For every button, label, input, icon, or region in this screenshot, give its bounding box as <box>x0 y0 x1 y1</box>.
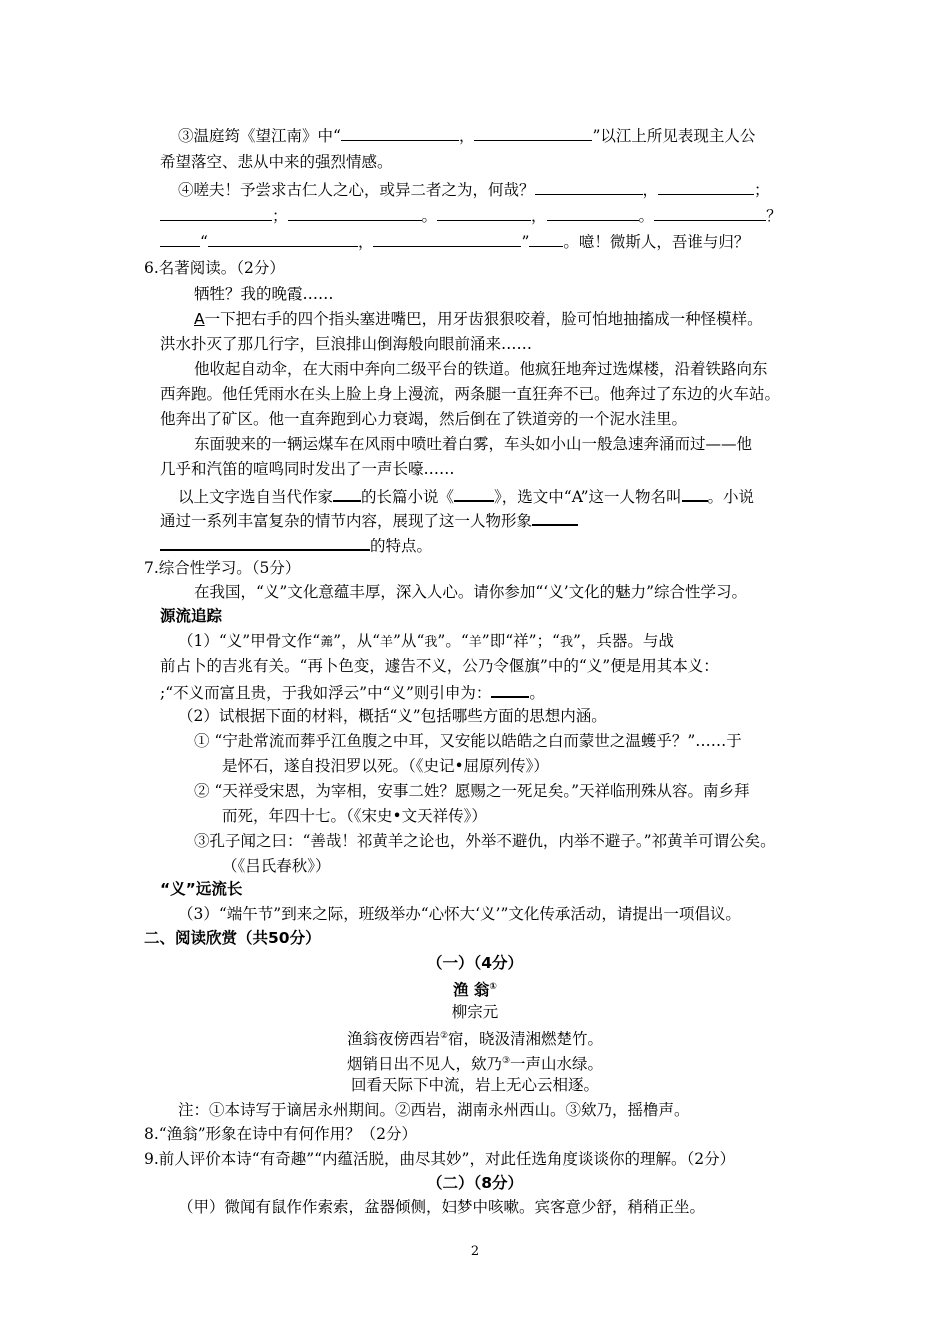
text: ； <box>272 207 288 225</box>
text: ④嗟夫！予尝求古仁人之心，或异二者之为，何哉？ <box>178 181 535 199</box>
text: 》，选文中“A”这一人物名叫 <box>494 488 682 506</box>
oracle-bone-yang-icon: 羊 <box>380 635 394 650</box>
q7-material3-line1: ③孔子闻之曰：“善哉！祁黄羊之论也，外举不避仇，内举不避子。”祁黄羊可谓公矣。 <box>194 832 776 850</box>
answer-blank[interactable] <box>454 484 494 502</box>
footnote-marker: ③ <box>501 1056 511 1066</box>
text: ， <box>357 233 374 251</box>
poem-title <box>0 976 950 1001</box>
text: ， <box>642 181 659 199</box>
q6-passage-p3-line1: 他收起自动伞，在大雨中奔向二级平台的铁道。他疯狂地奔过选煤楼，沿着铁路向东 <box>194 360 768 378</box>
text: 一声山水绿。 <box>510 1055 604 1074</box>
text: 烟销日出不见人，欸乃 <box>346 1055 502 1074</box>
text: “ <box>200 233 208 251</box>
text: ” <box>521 233 530 251</box>
text: ”。“ <box>437 632 469 650</box>
text: 渔翁夜傍西岩 <box>346 1030 440 1049</box>
q5-item4-line2 <box>160 204 782 227</box>
text: 。小说 <box>707 488 755 506</box>
answer-blank[interactable] <box>373 230 521 247</box>
answer-blank[interactable] <box>682 484 708 502</box>
oracle-bone-wo-icon: 我 <box>424 635 438 650</box>
text: 以上文字选自当代作家 <box>178 488 334 506</box>
answer-blank[interactable] <box>437 204 531 221</box>
text: ;“不义而富且贵，于我如浮云”中“义”则引申为： <box>160 684 492 702</box>
part2-sub2: （二）（8分） <box>426 1174 524 1192</box>
passage-jia: （甲）微闻有鼠作作索索，盆器倾侧，妇梦中咳嗽。宾客意少舒，稍稍正坐。 <box>178 1198 706 1216</box>
q7-material2-line1: ② “天祥受宋恩，为宰相，安事二姓？愿赐之一死足矣。”天祥临刑殊从容。南乡拜 <box>194 782 750 800</box>
text: 通过一系列丰富复杂的情节内容，展现了这一人物形象 <box>160 512 533 530</box>
answer-blank[interactable] <box>547 204 639 221</box>
q7-heading: 7.综合性学习。（5分） <box>144 559 301 577</box>
q6-passage-p3-line3: 他奔出了矿区。他一直奔跑到心力衰竭，然后倒在了铁道旁的一个泥水洼里。 <box>160 410 688 428</box>
text: ”，从“ <box>333 632 381 650</box>
q6-passage-p3-line2: 西奔跑。他任凭雨水在头上脸上身上漫流，两条腿一直狂奔不已。他奔过了东边的火车站。 <box>160 385 781 403</box>
answer-blank[interactable] <box>160 230 200 247</box>
q7-s1-line2: 前占卜的吉兆有关。“再卜色变，遽告不义，公乃令偃旗”中的“义”便是用其本义： <box>160 657 719 675</box>
text: ③温庭筠《望江南》中“ <box>178 127 341 145</box>
text: 一下把右手的四个指头塞进嘴巴，用牙齿狠狠咬着，脸可怕地抽搐成一种怪模样。 <box>204 310 763 328</box>
footnote-marker: ① <box>489 982 498 992</box>
text: ”，兵器。与战 <box>573 632 674 650</box>
q9: 9.前人评价本诗“有奇趣”“内蕴活脱，曲尽其妙”，对此任选角度谈谈你的理解。（2分） <box>144 1150 736 1168</box>
answer-blank[interactable] <box>654 204 766 221</box>
q5-item3-line1 <box>178 124 755 147</box>
answer-blank[interactable] <box>160 533 370 551</box>
poem-line2 <box>0 1050 950 1075</box>
text: ； <box>754 181 770 199</box>
q6-passage-p4-line1: 东面驶来的一辆运煤车在风雨中喷吐着白雾，车头如小山一般急速奔涌而过——他 <box>194 435 753 453</box>
q6-passage-p4-line2: 几乎和汽笛的喧鸣同时发出了一声长嚎…… <box>160 460 455 478</box>
answer-blank[interactable] <box>288 204 422 221</box>
q7-material2-line2: 而死，年四十七。（《宋史•文天祥传》） <box>222 807 487 825</box>
poem-author: 柳宗元 <box>451 1003 499 1021</box>
q5-item4-line3 <box>160 230 749 253</box>
q7-material1-line2: 是怀石，遂自投汨罗以死。（《史记•屈原列传》） <box>222 757 549 775</box>
q6-passage-p2-line2: 洪水扑灭了那几行字，巨浪排山倒海般向眼前涌来…… <box>160 335 533 353</box>
text: 的长篇小说《 <box>361 488 455 506</box>
q5-item3-line2: 希望落空、悲从中来的强烈情感。 <box>160 153 393 171</box>
text: 渔 翁 <box>452 981 490 1000</box>
answer-blank[interactable] <box>532 508 578 526</box>
text: ， <box>531 207 547 225</box>
q6-question-line2 <box>160 508 578 532</box>
text: ”以江上所见表现主人公 <box>592 127 756 145</box>
answer-blank[interactable] <box>333 484 361 502</box>
answer-blank[interactable] <box>658 178 754 195</box>
answer-blank[interactable] <box>535 178 643 195</box>
text: 的特点。 <box>370 537 433 555</box>
q7-s1-line3 <box>160 680 545 704</box>
text: ”从“ <box>393 632 425 650</box>
q7-s1-line1 <box>178 630 674 654</box>
q5-item4-line1 <box>178 178 770 201</box>
poem-line3: 回看天际下中流，岩上无心云相逐。 <box>350 1076 599 1094</box>
text: （1）“义”甲骨文作“ <box>178 632 321 650</box>
part2-heading: 二、阅读欣赏（共50分） <box>144 929 321 947</box>
text: ”即“祥”；“ <box>481 632 560 650</box>
text: 宿，晓汲清湘燃楚竹。 <box>448 1030 604 1049</box>
q7-s3: （3）“端午节”到来之际，班级举办“心怀大‘义’”文化传承活动，请提出一项倡议。 <box>178 905 741 923</box>
answer-blank[interactable] <box>208 230 358 247</box>
q7-material1-line1: ① “宁赴常流而葬乎江鱼腹之中耳，又安能以皓皓之白而蒙世之温蠖乎？”……于 <box>194 732 742 750</box>
q7-section-legacy: “义”远流长 <box>160 880 243 898</box>
footnote-marker: ② <box>439 1031 449 1041</box>
answer-blank[interactable] <box>341 124 459 141</box>
answer-blank[interactable] <box>474 124 592 141</box>
q6-passage-p2 <box>194 308 763 330</box>
poem-line1 <box>0 1025 950 1050</box>
text: ， <box>458 127 475 145</box>
q7-section-origin: 源流追踪 <box>160 607 223 625</box>
text: 。噫！微斯人，吾谁与归？ <box>563 233 750 251</box>
oracle-bone-wo-icon: 我 <box>559 635 573 650</box>
q6-question-line3 <box>160 533 432 557</box>
part2-sub1: （一）（4分） <box>426 954 524 972</box>
q8: 8.“渔翁”形象在诗中有何作用？（2分） <box>144 1125 417 1143</box>
q6-question-line1 <box>178 484 754 508</box>
q6-heading: 6.名著阅读。（2分） <box>144 259 285 277</box>
answer-blank[interactable] <box>491 680 529 698</box>
oracle-bone-yang-icon: 羊 <box>468 635 482 650</box>
answer-blank[interactable] <box>160 204 272 221</box>
poem-notes: 注：①本诗写于谪居永州期间。②西岩，湖南永州西山。③欸乃，摇橹声。 <box>178 1101 690 1119</box>
q7-material3-line2: （《吕氏春秋》） <box>222 857 331 875</box>
q7-intro: 在我国，“义”文化意蕴丰厚，深入人心。请你参加“‘义’文化的魅力”综合性学习。 <box>194 583 748 601</box>
answer-blank[interactable] <box>529 230 563 247</box>
q7-s2: （2）试根据下面的材料，概括“义”包括哪些方面的思想内涵。 <box>178 707 607 725</box>
text: ？ <box>766 207 782 225</box>
text: 。 <box>421 207 438 225</box>
q6-passage-p1: 牺牲？我的晚霞…… <box>194 285 334 303</box>
text: 。 <box>638 207 655 225</box>
text: 。 <box>529 684 545 702</box>
page-number: 2 <box>470 1244 480 1259</box>
oracle-bone-yi-icon: 羛 <box>320 635 334 650</box>
character-marker: A <box>194 310 205 328</box>
